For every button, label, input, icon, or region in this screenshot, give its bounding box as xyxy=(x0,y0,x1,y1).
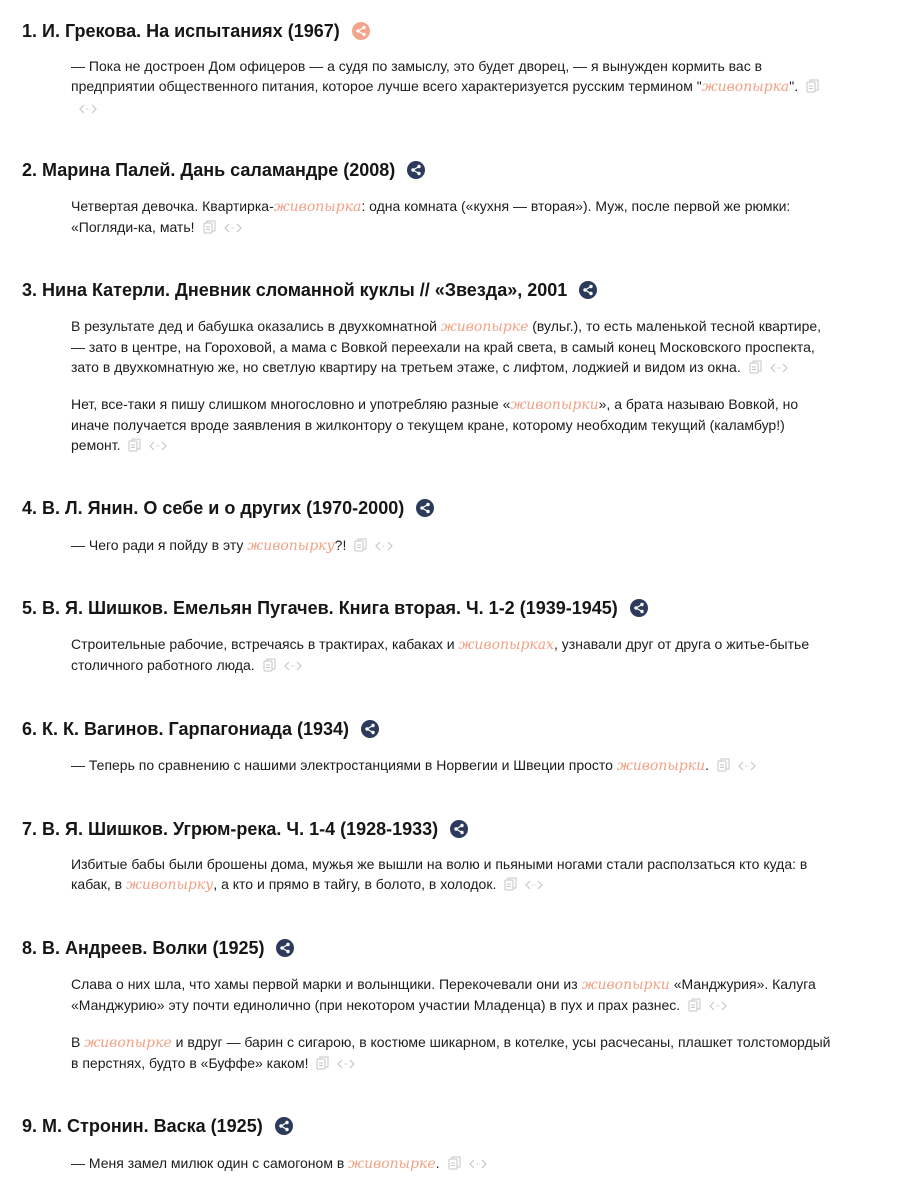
quote-text: «Манджурия». Калуга «Манджурию» эту почти единолично (при некотором участии Младенца) в пух и прах разнес. xyxy=(71,976,816,1013)
source-title xyxy=(22,277,597,303)
keyword-highlight: живопырке xyxy=(348,1156,436,1172)
example-quote xyxy=(71,974,833,1017)
quote-text: (вульг.), то есть маленькой тесной квартире, — зато в центре, на Гороховой, а мама с Вовкой переехали на край света, в самый конец Московского проспекта, зато в двухкомнатную же, но светлую квартиру на третьем этаже, с лифтом, лоджией и видом из окна. xyxy=(71,318,822,375)
quote-text: — Меня замел милюк один с самогоном в xyxy=(71,1155,349,1171)
copy-icon[interactable] xyxy=(263,657,276,677)
quote-text: Нет, все-таки я пишу слишком многословно и употребляю разные « xyxy=(71,396,511,412)
quote-text: , а кто и прямо в тайгу, в болото, в холодок. xyxy=(213,876,497,892)
source-title xyxy=(22,1113,293,1139)
share-icon[interactable] xyxy=(276,939,294,957)
source-title-text: 9. М. Стронин. Васка (1925) xyxy=(22,1115,263,1136)
source-title xyxy=(22,716,379,742)
expand-context-icon[interactable] xyxy=(224,218,242,238)
copy-icon[interactable] xyxy=(806,78,819,98)
share-icon[interactable] xyxy=(450,820,468,838)
quote-text: — Чего ради я пойду в эту xyxy=(71,537,248,553)
example-quote xyxy=(71,196,833,239)
quote-text: Четвертая девочка. Квартирка- xyxy=(71,198,274,214)
source-title xyxy=(22,157,425,183)
example-quote xyxy=(71,634,833,677)
source-title-text: 5. В. Я. Шишков. Емельян Пугачев. Книга вторая. Ч. 1-2 (1939-1945) xyxy=(22,597,618,618)
quote-text: . xyxy=(705,757,709,773)
copy-icon[interactable] xyxy=(203,219,216,239)
expand-context-icon[interactable] xyxy=(770,358,788,378)
keyword-highlight: живопырки xyxy=(510,397,599,413)
source-title-text: 6. К. К. Вагинов. Гарпагониада (1934) xyxy=(22,718,350,739)
keyword-highlight: живопырка xyxy=(701,79,790,95)
quote-text: Строительные рабочие, встречаясь в трактирах, кабаках и xyxy=(71,636,459,652)
source-title-text: 4. В. Л. Янин. О себе и о других (1970-2000) xyxy=(22,497,405,518)
share-icon[interactable] xyxy=(630,599,648,617)
example-quote xyxy=(71,755,833,777)
keyword-highlight: живопырку xyxy=(125,877,214,893)
expand-context-icon[interactable] xyxy=(738,756,756,776)
copy-icon[interactable] xyxy=(128,437,141,457)
example-quote xyxy=(71,394,833,457)
quote-text: В xyxy=(71,1034,85,1050)
quote-text: — Пока не достроен Дом офицеров — а судя по замыслу, это будет дворец, — я вынужден кормить вас в предприятии общественного питания, которое лучше всего характеризуется русским термином " xyxy=(71,58,763,94)
expand-context-icon[interactable] xyxy=(79,99,97,119)
expand-context-icon[interactable] xyxy=(284,656,302,676)
quote-text: В результате дед и бабушка оказались в двухкомнатной xyxy=(71,318,441,334)
quote-text: ". xyxy=(789,78,799,94)
expand-context-icon[interactable] xyxy=(469,1154,487,1174)
keyword-highlight: живопырка xyxy=(273,199,362,215)
quote-text: Избитые бабы были брошены дома, мужья же вышли на волю и пьяными ногами стали расползаться кто куда: в кабак, в xyxy=(71,856,808,892)
quote-text: — Теперь по сравнению с нашими электростанциями в Норвегии и Швеции просто xyxy=(71,757,617,773)
source-title xyxy=(22,18,370,44)
share-icon[interactable] xyxy=(407,161,425,179)
share-icon[interactable] xyxy=(579,281,597,299)
source-title xyxy=(22,595,648,621)
quote-text: и вдруг — барин с сигарою, в костюме шикарном, в котелке, усы расчесаны, плашкет толстомордый в перстнях, будто в «Буффе» каком! xyxy=(71,1034,831,1071)
example-quote xyxy=(71,1153,833,1175)
expand-context-icon[interactable] xyxy=(337,1054,355,1074)
example-quote xyxy=(71,316,833,379)
expand-context-icon[interactable] xyxy=(149,436,167,456)
quote-text: . xyxy=(435,1155,440,1171)
example-quote xyxy=(71,535,833,557)
source-title-text: 3. Нина Катерли. Дневник сломанной куклы // «Звезда», 2001 xyxy=(22,279,568,300)
source-title-text: 7. В. Я. Шишков. Угрюм-река. Ч. 1-4 (1928-1933) xyxy=(22,818,439,839)
example-quote xyxy=(71,1032,833,1075)
example-quote xyxy=(71,854,833,896)
copy-icon[interactable] xyxy=(504,876,517,896)
source-title-text: 1. И. Грекова. На испытаниях (1967) xyxy=(22,20,340,41)
copy-icon[interactable] xyxy=(448,1155,461,1175)
copy-icon[interactable] xyxy=(316,1055,329,1075)
copy-icon[interactable] xyxy=(749,359,762,379)
keyword-highlight: живопырки xyxy=(616,758,706,774)
source-title xyxy=(22,495,434,521)
quote-text: , узнавали друг от друга о житье-бытье столичного работного люда. xyxy=(71,636,810,673)
example-quote xyxy=(71,56,833,119)
quote-text: Слава о них шла, что хамы первой марки и волынщики. Перекочевали они из xyxy=(71,976,582,992)
share-icon[interactable] xyxy=(352,22,370,40)
keyword-highlight: живопырку xyxy=(247,538,335,554)
source-title xyxy=(22,935,294,961)
source-title-text: 2. Марина Палей. Дань саламандре (2008) xyxy=(22,159,396,180)
copy-icon[interactable] xyxy=(717,757,730,777)
expand-context-icon[interactable] xyxy=(709,996,727,1016)
keyword-highlight: живопырках xyxy=(458,637,555,653)
expand-context-icon[interactable] xyxy=(375,536,393,556)
keyword-highlight: живопырке xyxy=(84,1035,172,1051)
quote-text: », а брата называю Вовкой, но иначе получается вроде заявления в жилконтору о текущем кране, которому необходим текущий (каламбур!) ремонт. xyxy=(71,396,799,453)
keyword-highlight: живопырке xyxy=(440,319,529,335)
copy-icon[interactable] xyxy=(354,537,367,557)
copy-icon[interactable] xyxy=(688,997,701,1017)
share-icon[interactable] xyxy=(361,720,379,738)
source-title-text: 8. В. Андреев. Волки (1925) xyxy=(22,937,265,958)
source-title xyxy=(22,816,468,842)
quote-text: ?! xyxy=(334,537,347,553)
quote-text: : одна комната («кухня — вторая»). Муж, после первой же рюмки: «Погляди-ка, мать! xyxy=(71,198,791,235)
keyword-highlight: живопырки xyxy=(581,977,670,993)
share-icon[interactable] xyxy=(275,1117,293,1135)
share-icon[interactable] xyxy=(416,499,434,517)
expand-context-icon[interactable] xyxy=(525,875,543,895)
